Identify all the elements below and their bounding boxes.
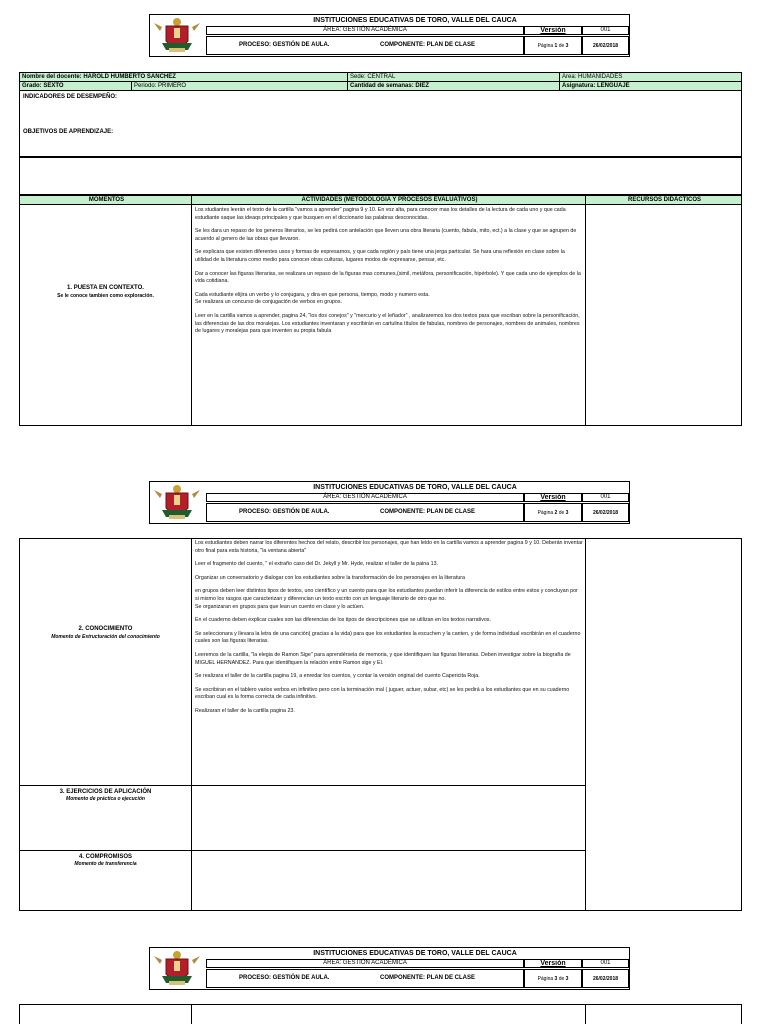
indicadores-objetivos-box bbox=[19, 90, 742, 157]
document-date: 26/02/2018 bbox=[582, 969, 629, 988]
coat-of-arms-icon bbox=[152, 950, 202, 988]
asignatura-field: Asignatura: LENGUAJE bbox=[559, 81, 742, 91]
activity-paragraph: Los estudiantes deben narrar los diferentes hechos del relato, describir los personajes, que han leido en la cartilla vamos a aprender pagina 9 y 10. Deberán inventar otro final para esta historia, "la ventana abierta" bbox=[195, 540, 583, 554]
moment-title: 1. PUESTA EN CONTEXTO. bbox=[67, 285, 144, 291]
process-label: PROCESO: GESTIÓN DE AULA. bbox=[239, 42, 330, 48]
semanas-field: Cantidad de semanas: DIEZ bbox=[347, 81, 560, 91]
acciones-title: ACCIONES DENTRO DEL AULA bbox=[335, 160, 426, 166]
grado-field: Grado: SEXTO bbox=[19, 81, 132, 91]
periodo-field: Periodo: PRIMERO bbox=[131, 81, 348, 91]
activity-paragraph: Organizar un conversatorio y dialogar con los estudiantes sobre la transformación de los personajes en la literatura bbox=[195, 574, 465, 581]
activity-paragraph: Leer el fragmento del cuento, " el extraño caso del Dr. Jekyll y Mr. Hyde, realizar el taller de la paina 13. bbox=[195, 561, 439, 568]
col-recursos: RECURSOS DIDÁCTICOS bbox=[585, 195, 742, 205]
activity-paragraph: Dar a conocer las figuras literarias, se realizara un repaso de la figuras mas comunes,(simil, metáfora, personificación, hipérbole). Y que cada uno de ejemplos de la vida cotidiana. bbox=[195, 270, 581, 285]
activities-cell bbox=[191, 1004, 586, 1024]
activities-cell bbox=[191, 538, 586, 786]
activity-paragraph: Leeremos de la cartilla, "la elegia de Ramon Sige" para aprendérsela de memoria, y que identifiquen las figuras literarias. Deben investigar sobre la biografía de MIGUEL HERNANDEZ. Para que identifiquen la relación entre Ramon sige y El. bbox=[195, 651, 571, 666]
activity-paragraph: Realizaran el taller de la cartilla pagina 23. bbox=[195, 707, 295, 714]
institution-name: INSTITUCIONES EDUCATIVAS DE TORO, VALLE DEL CAUCA bbox=[313, 950, 517, 957]
version-label: Versión bbox=[524, 959, 582, 968]
activities-list bbox=[195, 207, 583, 342]
moment-title: 4. COMPROMISOS bbox=[78, 854, 132, 860]
activity-paragraph: Cada estudiante elijira un verbo y lo conjugara, y dira en que persona, tiempo, modo y numero esta. Se realizara un concurso de conjugación de verbos en grupos. bbox=[195, 291, 430, 306]
moment-cell bbox=[19, 1004, 192, 1024]
version-label: Versión bbox=[524, 26, 582, 35]
institution-name: INSTITUCIONES EDUCATIVAS DE TORO, VALLE DEL CAUCA bbox=[313, 484, 517, 491]
process-label: PROCESO: GESTIÓN DE AULA. bbox=[239, 509, 330, 515]
sede-field: Sede: CENTRAL bbox=[347, 72, 560, 82]
activity-paragraph: Se realizara el taller de la cartilla pagina 19, a enredar los cuentos, y contar la versión original del cuento Capericita Roja. bbox=[195, 673, 480, 680]
activity-paragraph: Se seleccionara y llevara la letra de una canción( gracias a la vida) para que los estudiantes la escuchen y la canten, y de forma individual escribirán en el cuaderno cuales son las figuras literarias. bbox=[195, 630, 581, 645]
activity-paragraph: en grupos deben leer distintos tipos de textos, uno científico y un cuento para que los estudiantes puedan inferir la diferencia de estilos entre estos y concluyan por si mismo los rasgos que caracterizan y diferencian un texto escrito con un lenguaje literario de otro que no. Se organizaran en grupos para que lean un cuento en clase y lo actúen. bbox=[195, 588, 578, 610]
acciones-text: La planeación de clases es reconocida como la estrategia institucional que posibilita establecer y aplicar el conjunto ordenado y articulado de actividades para: (1) la consecución de un objetivo relacionado con un contenido concreto; (2) la elección de los recursos didácticos; (3) el establecimiento de unos procesos evaluativos; y (4) la definición de unos estándares de referencia. Los planes de aula establecen sistemas didácticos accesibles a todo el estudiantado, que minimizan barreras al aprendizaje y están relacionados con el diseño curricular y el enfoque metodológico. (tomado de guía 34, pág. 108.- gestión de aula). bbox=[22, 168, 630, 192]
page-total: 3 bbox=[565, 976, 569, 982]
moment-compromisos bbox=[19, 850, 192, 911]
page-header bbox=[149, 947, 630, 990]
resources-cell bbox=[585, 204, 742, 426]
objetivos-label: OBJETIVOS DE APRENDIZAJE: bbox=[23, 129, 114, 135]
indicadores-label: INDICADORES DE DESEMPEÑO: bbox=[23, 94, 118, 100]
page-header bbox=[149, 14, 630, 57]
activity-paragraph: Se explicara que existen diferentes usos y formas de expresarnos, y que cada región y país tiene una jerga particular. Se hara una reflexión en clase sobre la utilidad de la literatura como medio para conocer otras culturas, lugares modos de expresarse, pensar, etc. bbox=[195, 249, 565, 263]
area-label: ÁREA: GESTIÓN ACADÉMICA bbox=[206, 959, 524, 968]
process-label: PROCESO: GESTIÓN DE AULA. bbox=[239, 975, 330, 981]
docente-field: Nombre del docente: HAROLD HUMBERTO SANCHEZ bbox=[19, 72, 348, 82]
moment-puesta-en-contexto bbox=[19, 204, 192, 426]
moment-subtitle: Momento de transferencia bbox=[74, 861, 137, 867]
activity-paragraph: En el cuaderno deben explicar cuales son las diferencias de los tipos de descripciones que se utilizan en los textos narrativos. bbox=[195, 617, 491, 624]
activities-cell bbox=[191, 204, 586, 426]
version-value: 001 bbox=[582, 26, 629, 35]
acciones-banner bbox=[19, 157, 742, 195]
activities-list bbox=[195, 540, 583, 722]
moment-conocimiento bbox=[19, 538, 192, 786]
activity-paragraph: Se escribiran en el tablero varios verbos en infinitivo pero con la terminación mal ( juguer, actuer, subar, etc) se les pedirá a los estudiantes que en su cuaderno escriban cual es la forma correcta de cada infinitivo. bbox=[195, 686, 570, 701]
process-component-row bbox=[206, 503, 524, 522]
document-date: 26/02/2018 bbox=[582, 36, 629, 55]
version-value: 001 bbox=[582, 959, 629, 968]
area-field: Área: HUMANIDADES bbox=[559, 72, 742, 82]
page-number: 2 bbox=[554, 510, 558, 516]
institution-name: INSTITUCIONES EDUCATIVAS DE TORO, VALLE DEL CAUCA bbox=[313, 17, 517, 24]
activity-paragraph: Los studiantes leerán el texto de la cartilla "vamos a aprender" pagina 9 y 10. En voz alta, para conocer mas los detalles de la lectura de cada uno y que cada estudiante saque las ideaqs principales y que busquen en el diccionario las palabras desconocidas. bbox=[195, 207, 566, 221]
activities-cell bbox=[191, 850, 586, 911]
page-number: 1 bbox=[554, 43, 558, 49]
area-label: ÁREA: GESTIÓN ACADÉMICA bbox=[206, 493, 524, 502]
resources-cell bbox=[585, 1004, 742, 1024]
component-label: COMPONENTE: PLAN DE CLASE bbox=[380, 509, 476, 515]
col-actividades: ACTIVIDADES (METODOLOGÍA Y PROCESOS EVALUATIVOS) bbox=[191, 195, 586, 205]
activity-paragraph: Se les dara un repaso de los generos literarios, se les pedirá con antelación que lleven una obra literaria (cuento, fabula, mito, ect.) a la clase y que se agrupen de acuerdo al genero de las obras que llevaron. bbox=[195, 228, 577, 242]
page-total: 3 bbox=[565, 43, 569, 49]
coat-of-arms-icon bbox=[152, 484, 202, 522]
activity-paragraph: Leer en la cartilla vamos a aprender, pagina 24, "los dos conejos" y "mercurio y el leñador" , analizaremos los dos textos para que escriban sobre la personificación, las diferencias de las dos moralejas. Los estudiantes inventaran y escribirán en cartulina títulos de fabulas, nombres de personajes, nombres de animales, nombres de lugares y moralejas para que inventen su propia fabula bbox=[195, 312, 580, 335]
moment-subtitle: Momento de práctica o ejecución bbox=[66, 796, 145, 802]
process-component-row bbox=[206, 969, 524, 988]
moment-title: 3. EJERCICIOS DE APLICACIÓN bbox=[59, 789, 152, 795]
page-indicator: Página 1 de 3 bbox=[524, 36, 582, 55]
process-component-row bbox=[206, 36, 524, 55]
component-label: COMPONENTE: PLAN DE CLASE bbox=[380, 975, 476, 981]
page-indicator: Página 2 de 3 bbox=[524, 503, 582, 522]
moment-ejercicios-aplicacion bbox=[19, 785, 192, 851]
coat-of-arms-icon bbox=[152, 17, 202, 55]
page-number: 3 bbox=[554, 976, 558, 982]
activities-cell bbox=[191, 785, 586, 851]
page-header bbox=[149, 481, 630, 524]
area-label: ÁREA: GESTIÓN ACADÉMICA bbox=[206, 26, 524, 35]
document-date: 26/02/2018 bbox=[582, 503, 629, 522]
resources-cell bbox=[585, 538, 742, 911]
version-label: Versión bbox=[524, 493, 582, 502]
component-label: COMPONENTE: PLAN DE CLASE bbox=[380, 42, 476, 48]
page-indicator: Página 3 de 3 bbox=[524, 969, 582, 988]
page-total: 3 bbox=[565, 510, 569, 516]
version-value: 001 bbox=[582, 493, 629, 502]
moment-title: 2. CONOCIMIENTO bbox=[78, 626, 133, 632]
col-momentos: MOMENTOS bbox=[19, 195, 192, 205]
moment-subtitle: Momento de Estructuración del conocimiento bbox=[51, 634, 160, 640]
moment-subtitle: Se le conoce tambien como exploración. bbox=[57, 293, 154, 299]
